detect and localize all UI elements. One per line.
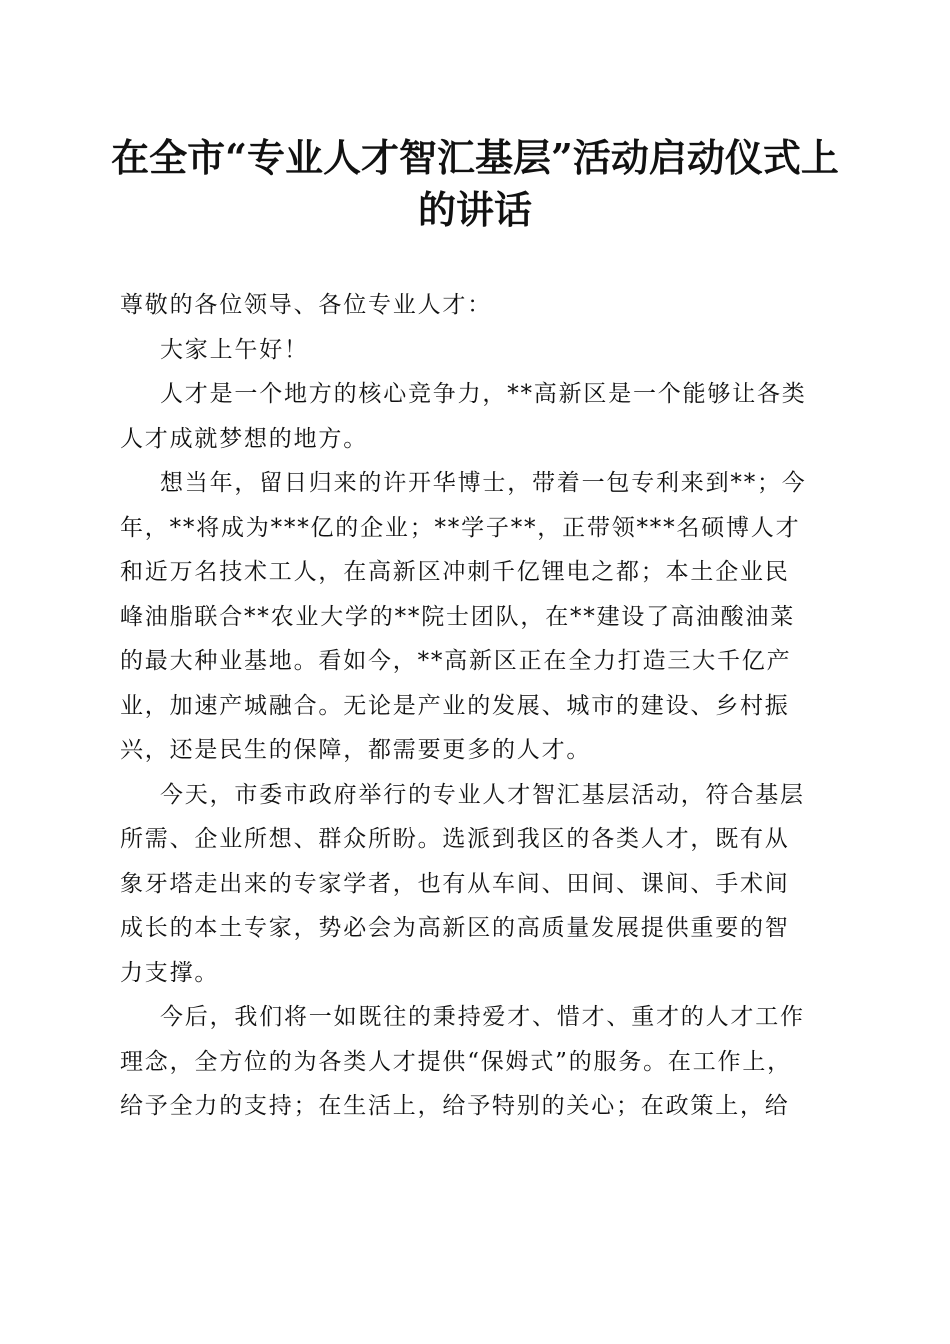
text-line: 给予全力的支持；在生活上，给予特别的关心；在政策上，给 — [120, 1093, 790, 1119]
text-line: 峰油脂联合**农业大学的**院士团队，在**建设了高油酸油菜 — [120, 603, 795, 630]
text-line: 人才是一个地方的核心竞争力，**高新区是一个能够让各类 — [160, 381, 807, 407]
text-line: 的最大种业基地。看如今，**高新区正在全力打造三大千亿产 — [120, 648, 792, 674]
document-title — [100, 132, 850, 236]
text-line: 力支撑。 — [120, 959, 220, 986]
text-line: 人才成就梦想的地方。 — [120, 425, 368, 452]
document-body — [120, 283, 832, 1129]
greeting: 大家上午好！ — [160, 336, 309, 363]
text-line: 兴，还是民生的保障，都需要更多的人才。 — [120, 737, 592, 763]
text-line: 今后，我们将一如既往的秉持爱才、惜才、重才的人才工作 — [160, 1004, 805, 1030]
paragraph — [120, 773, 832, 996]
paragraph — [120, 461, 832, 773]
text-line: 所需、企业所想、群众所盼。选派到我区的各类人才，既有从 — [120, 826, 790, 852]
text-line: 理念，全方位的为各类人才提供“保姆式”的服务。在工作上， — [120, 1048, 792, 1075]
text-line: 年，**将成为***亿的企业；**学子**，正带领***名硕博人才 — [120, 514, 801, 541]
paragraph — [120, 372, 832, 461]
text-line: 今天，市委市政府举行的专业人才智汇基层活动，符合基层 — [160, 781, 805, 808]
text-line: 想当年，留日归来的许开华博士，带着一包专利来到**；今 — [160, 470, 807, 496]
text-line: 成长的本土专家，势必会为高新区的高质量发展提供重要的智 — [120, 915, 790, 941]
title-line-2: 的讲话 — [417, 187, 532, 232]
paragraph — [120, 995, 832, 1129]
title-line-1: 在全市“专业人才智汇基层”活动启动仪式上 — [111, 135, 839, 180]
text-line: 和近万名技术工人，在高新区冲刺千亿锂电之都；本土企业民 — [120, 559, 790, 585]
text-line: 象牙塔走出来的专家学者，也有从车间、田间、课间、手术间 — [120, 870, 790, 897]
text-line: 业，加速产城融合。无论是产业的发展、城市的建设、乡村振 — [120, 692, 790, 719]
salutation: 尊敬的各位领导、各位专业人才： — [120, 292, 492, 318]
